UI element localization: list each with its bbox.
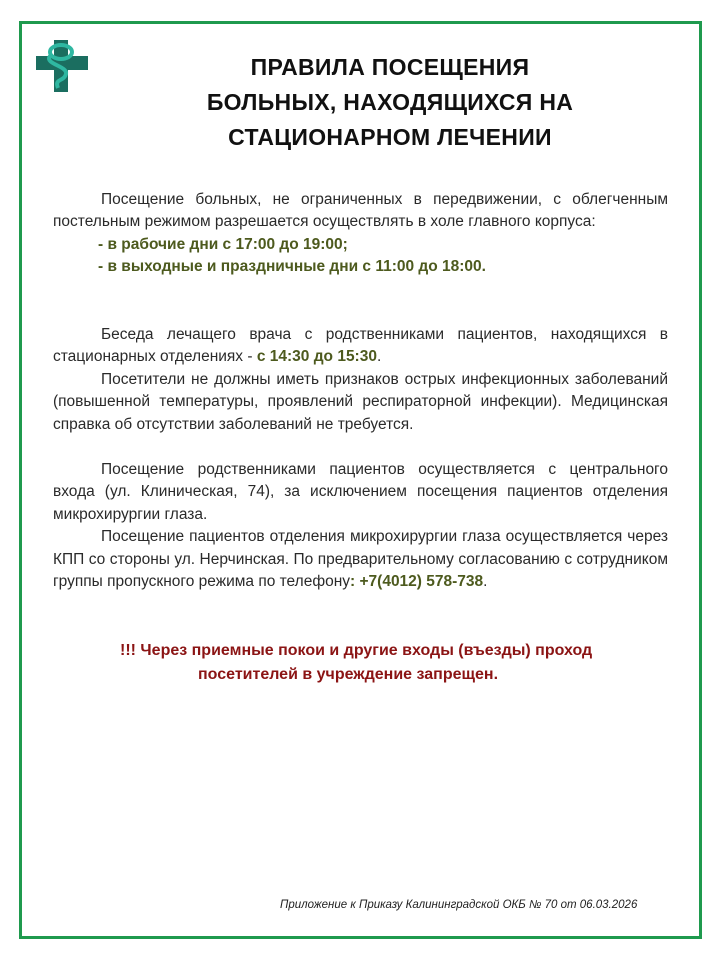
consultation-time: с 14:30 до 15:30 <box>256 348 377 366</box>
phone-number: : +7(4012) 578-738 <box>350 573 484 591</box>
warning-line: !!! Через приемные покои и другие входы (въезды) проход <box>120 642 593 659</box>
title-line: ПРАВИЛА ПОСЕЩЕНИЯ <box>250 54 530 80</box>
warning-line: посетителей в учреждение запрещен. <box>198 666 499 683</box>
text: . <box>376 348 382 366</box>
title-line: БОЛЬНЫХ, НАХОДЯЩИХСЯ НА <box>206 89 574 115</box>
footer-note: Приложение к Приказу Калининградской ОКБ № 70 от 06.03.2026 <box>280 899 638 911</box>
paragraph: Посетители не должны иметь признаков острых инфекционных заболеваний (повышенной температуры, проявлений респираторной инфекции). Медицинская справка об отсутствии заболеваний не требуется. <box>53 370 668 433</box>
list-item: - в выходные и праздничные дни с 11:00 до 18:00. <box>98 258 486 276</box>
section-doctor-consultation <box>53 324 668 436</box>
page-title <box>150 50 630 155</box>
paragraph: Посещение больных, не ограниченных в передвижении, с облегченным постельным режимом разрешается осуществлять в холе главного корпуса: <box>53 191 668 231</box>
section-entrance <box>53 459 668 593</box>
paragraph: Посещение родственниками пациентов осуществляется с центрального входа (ул. Клиническая, 74), за исключением посещения пациентов отделения микрохирургии глаза. <box>53 461 668 523</box>
title-line: СТАЦИОНАРНОМ ЛЕЧЕНИИ <box>228 124 552 150</box>
text: Посещение пациентов отделения микрохирургии глаза осуществляется через КПП со стороны ул. Нерчинская. По предварительному согласованию с сотрудником группы пропускного режима по телефону <box>53 528 668 591</box>
text: . <box>483 573 488 591</box>
list-item: - в рабочие дни с 17:00 до 19:00; <box>98 235 348 253</box>
medical-cross-snake-icon <box>34 38 90 94</box>
text: Беседа лечащего врача с родственниками пациентов, находящихся в стационарных отделениях - <box>53 326 668 366</box>
paragraph <box>53 526 668 593</box>
paragraph <box>53 324 668 369</box>
warning-notice <box>100 639 660 687</box>
section-visiting-hours <box>53 189 668 279</box>
